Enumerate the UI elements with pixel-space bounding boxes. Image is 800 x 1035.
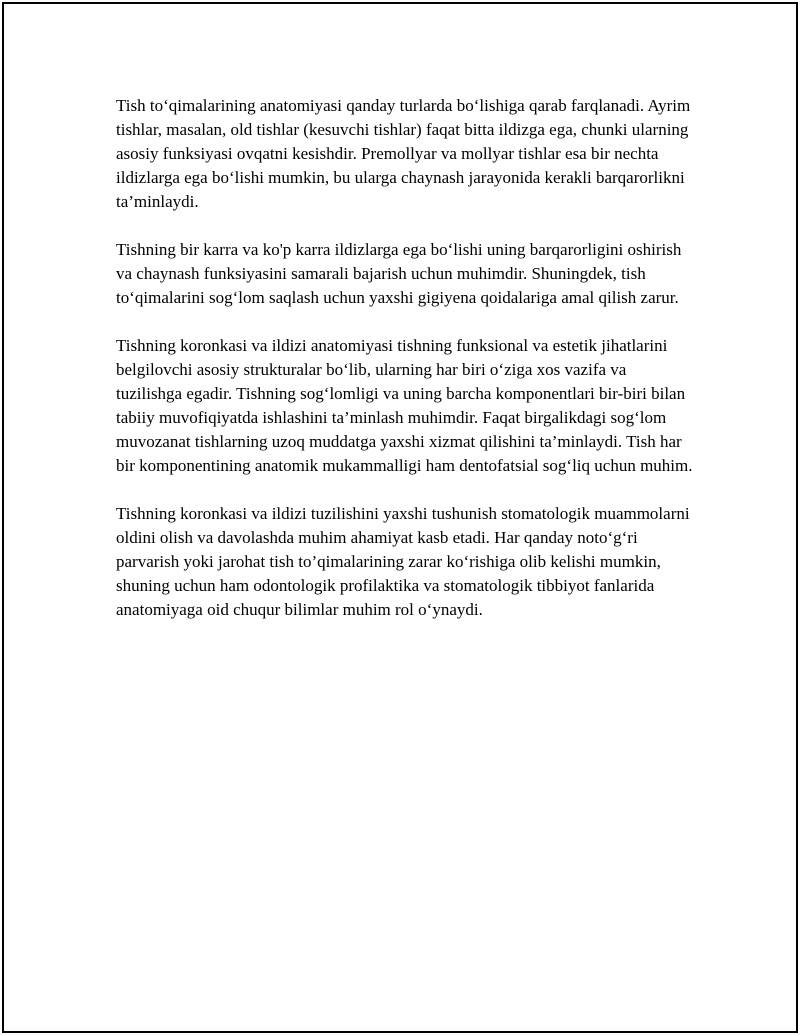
paragraph-2: Tishning bir karra va ko'p karra ildizlarga ega bo‘lishi uning barqarorligini oshirish va chaynash funksiyasini samarali bajarish uchun muhimdir. Shuningdek, tish to‘qimalarini sog‘lom saqlash uchun yaxshi gigiyena qoidalariga amal qilish zarur.: [116, 240, 682, 307]
paragraph-1: Tish to‘qimalarining anatomiyasi qanday turlarda bo‘lishiga qarab farqlanadi. Ayrim tishlar, masalan, old tishlar (kesuvchi tishlar) faqat bitta ildizga ega, chunki ularning asosiy funksiyasi ovqatni kesishdir. Premollyar va mollyar tishlar esa bir nechta ildizlarga ega bo‘lishi mumkin, bu ularga chaynash jarayonida kerakli barqarorlikni ta’minlaydi.: [116, 96, 691, 211]
paragraph-3: Tishning koronkasi va ildizi anatomiyasi tishning funksional va estetik jihatlarini belgilovchi asosiy strukturalar bo‘lib, ularning har biri o‘ziga xos vazifa va tuzilishga egadir. Tishning sog‘lomligi va uning barcha komponentlari bir-biri bilan tabiiy muvofiqiyatda ishlashini ta’minlash muhimdir. Faqat birgalikdagi sog‘lom muvozanat tishlarning uzoq muddatga yaxshi xizmat qilishini ta’minlaydi. Tish har bir komponentining anatomik mukammalligi ham dentofatsial sog‘liq uchun muhim.: [116, 336, 693, 475]
document-body: [116, 94, 696, 646]
paragraph-4: Tishning koronkasi va ildizi tuzilishini yaxshi tushunish stomatologik muammolarni oldini olish va davolashda muhim ahamiyat kasb etadi. Har qanday noto‘g‘ri parvarish yoki jarohat tish to’qimalarining zarar ko‘rishiga olib kelishi mumkin, shuning uchun ham odontologik profilaktika va stomatologik tibbiyot fanlarida anatomiyaga oid chuqur bilimlar muhim rol o‘ynaydi.: [116, 504, 690, 619]
